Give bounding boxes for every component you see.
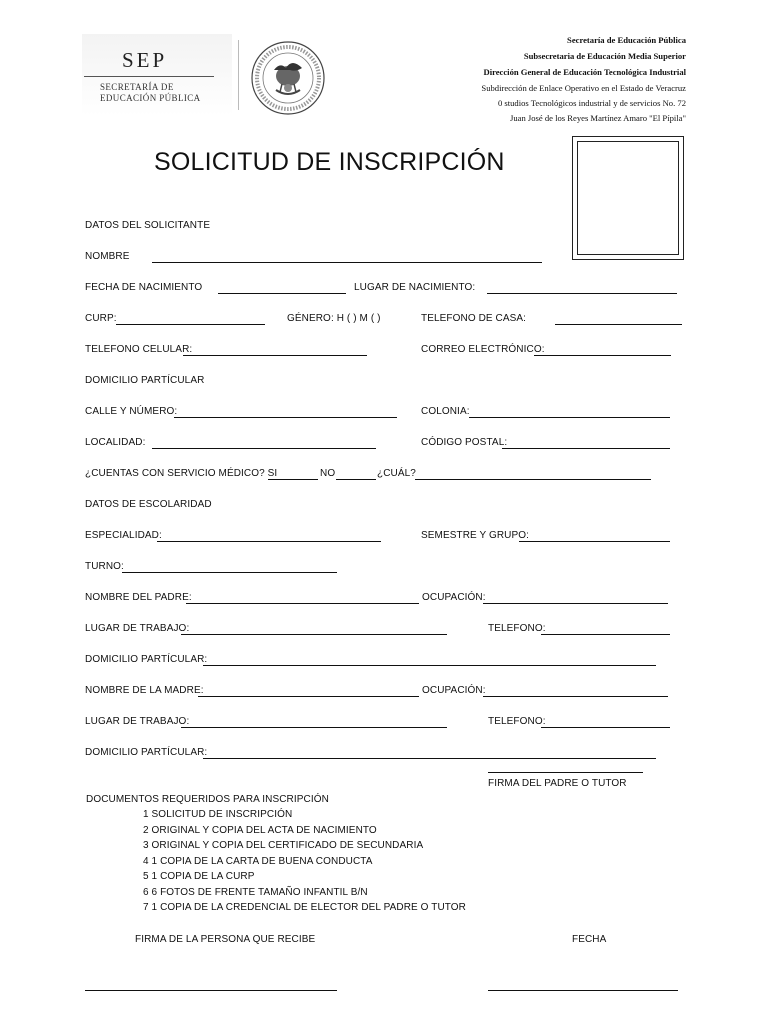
document-item-7: 7 1 COPIA DE LA CREDENCIAL DE ELECTOR DEL PADRE O TUTOR xyxy=(143,902,466,913)
document-item-3: 3 ORIGINAL Y COPIA DEL CERTIFICADO DE SECUNDARIA xyxy=(143,840,424,851)
sep-logo-line2: EDUCACIÓN PÚBLICA xyxy=(100,93,201,103)
calle-numero-field[interactable] xyxy=(174,417,397,418)
localidad-field[interactable] xyxy=(152,448,376,449)
fecha-nacimiento-field[interactable] xyxy=(218,293,346,294)
header-line-6: Juan José de los Reyes Martínez Amaro "El Pípila" xyxy=(510,113,686,123)
ocupacion-madre-field[interactable] xyxy=(483,696,668,697)
telefono-casa-field[interactable] xyxy=(555,324,682,325)
fecha-nacimiento-label: FECHA DE NACIMIENTO xyxy=(85,282,203,293)
domicilio-madre-label: DOMICILIO PARTÍCULAR: xyxy=(85,747,208,758)
servicio-medico-si-field[interactable] xyxy=(268,479,318,480)
lugar-trabajo-madre-field[interactable] xyxy=(181,727,447,728)
document-item-6: 6 6 FOTOS DE FRENTE TAMAÑO INFANTIL B/N xyxy=(143,887,368,898)
codigo-postal-field[interactable] xyxy=(502,448,670,449)
telefono-celular-label: TELEFONO CELULAR: xyxy=(85,344,193,355)
especialidad-label: ESPECIALIDAD: xyxy=(85,530,162,541)
section-domicilio: DOMICILIO PARTÍCULAR xyxy=(85,375,205,386)
header-line-5: 0 studios Tecnológicos industrial y de servicios No. 72 xyxy=(497,98,686,108)
section-documentos: DOCUMENTOS REQUERIDOS PARA INSCRIPCIÓN xyxy=(86,794,329,805)
fecha-field[interactable] xyxy=(488,990,678,991)
nombre-padre-field[interactable] xyxy=(186,603,419,604)
telefono-padre-field[interactable] xyxy=(541,634,670,635)
header-line-4: Subdirección de Enlace Operativo en el Estado de Veracruz xyxy=(481,83,686,93)
domicilio-padre-label: DOMICILIO PARTÍCULAR: xyxy=(85,654,208,665)
domicilio-padre-field[interactable] xyxy=(203,665,656,666)
telefono-madre-field[interactable] xyxy=(541,727,670,728)
calle-numero-label: CALLE Y NÚMERO: xyxy=(85,406,178,417)
correo-field[interactable] xyxy=(534,355,671,356)
lugar-trabajo-padre-label: LUGAR DE TRABAJO: xyxy=(85,623,190,634)
lugar-trabajo-padre-field[interactable] xyxy=(181,634,447,635)
header-line-3: Dirección General de Educación Tecnológica Industrial xyxy=(483,67,686,77)
photo-box-inner xyxy=(577,141,679,255)
especialidad-field[interactable] xyxy=(157,541,381,542)
sep-logo-rule xyxy=(84,76,214,77)
colonia-label: COLONIA: xyxy=(421,406,470,417)
photo-box xyxy=(572,136,684,260)
semestre-grupo-field[interactable] xyxy=(519,541,670,542)
header-line-2: Subsecretaria de Educación Media Superior xyxy=(523,51,686,61)
nombre-label: NOMBRE xyxy=(85,251,130,262)
servicio-medico-no-label: NO xyxy=(320,468,336,479)
telefono-casa-label: TELEFONO DE CASA: xyxy=(421,313,527,324)
sep-logo-word: SEP xyxy=(122,48,168,72)
telefono-celular-field[interactable] xyxy=(183,355,367,356)
lugar-nacimiento-field[interactable] xyxy=(487,293,677,294)
nombre-madre-field[interactable] xyxy=(198,696,419,697)
ocupacion-padre-field[interactable] xyxy=(483,603,668,604)
section-escolaridad: DATOS DE ESCOLARIDAD xyxy=(85,499,212,510)
document-item-2: 2 ORIGINAL Y COPIA DEL ACTA DE NACIMIENTO xyxy=(143,825,377,836)
document-item-5: 5 1 COPIA DE LA CURP xyxy=(143,871,255,882)
codigo-postal-label: CÓDIGO POSTAL: xyxy=(421,437,508,448)
curp-label: CURP: xyxy=(85,313,117,324)
servicio-medico-cual-label: ¿CUÁL? xyxy=(377,468,416,479)
localidad-label: LOCALIDAD: xyxy=(85,437,146,448)
telefono-padre-label: TELEFONO: xyxy=(488,623,546,634)
nombre-padre-label: NOMBRE DEL PADRE: xyxy=(85,592,192,603)
telefono-madre-label: TELEFONO: xyxy=(488,716,546,727)
ocupacion-padre-label: OCUPACIÓN: xyxy=(422,592,486,603)
genero-label: GÉNERO: H ( ) M ( ) xyxy=(287,313,381,324)
firma-padre-field[interactable] xyxy=(488,772,643,773)
document-item-1: 1 SOLICITUD DE INSCRIPCIÓN xyxy=(143,809,293,820)
correo-label: CORREO ELECTRÓNICO: xyxy=(421,344,545,355)
domicilio-madre-field[interactable] xyxy=(203,758,656,759)
fecha-label: FECHA xyxy=(572,934,607,945)
logo-divider xyxy=(238,40,239,110)
sep-logo xyxy=(82,34,232,116)
turno-field[interactable] xyxy=(122,572,337,573)
servicio-medico-no-field[interactable] xyxy=(336,479,376,480)
servicio-medico-cual-field[interactable] xyxy=(415,479,651,480)
ocupacion-madre-label: OCUPACIÓN: xyxy=(422,685,486,696)
servicio-medico-label: ¿CUENTAS CON SERVICIO MÉDICO? SI xyxy=(85,468,278,479)
nombre-field[interactable] xyxy=(152,262,542,263)
mexico-seal-icon xyxy=(250,40,326,116)
section-solicitante: DATOS DEL SOLICITANTE xyxy=(85,220,211,231)
form-title: SOLICITUD DE INSCRIPCIÓN xyxy=(154,148,505,176)
semestre-grupo-label: SEMESTRE Y GRUPO: xyxy=(421,530,530,541)
nombre-madre-label: NOMBRE DE LA MADRE: xyxy=(85,685,204,696)
header-line-1: Secretaría de Educación Pública xyxy=(567,35,686,45)
firma-padre-label: FIRMA DEL PADRE O TUTOR xyxy=(488,778,627,789)
document-item-4: 4 1 COPIA DE LA CARTA DE BUENA CONDUCTA xyxy=(143,856,373,867)
turno-label: TURNO: xyxy=(85,561,124,572)
curp-field[interactable] xyxy=(116,324,265,325)
colonia-field[interactable] xyxy=(469,417,670,418)
lugar-nacimiento-label: LUGAR DE NACIMIENTO: xyxy=(354,282,476,293)
lugar-trabajo-madre-label: LUGAR DE TRABAJO: xyxy=(85,716,190,727)
sep-logo-line1: SECRETARÍA DE xyxy=(100,82,174,92)
firma-recibe-label: FIRMA DE LA PERSONA QUE RECIBE xyxy=(135,934,316,945)
firma-recibe-field[interactable] xyxy=(85,990,337,991)
